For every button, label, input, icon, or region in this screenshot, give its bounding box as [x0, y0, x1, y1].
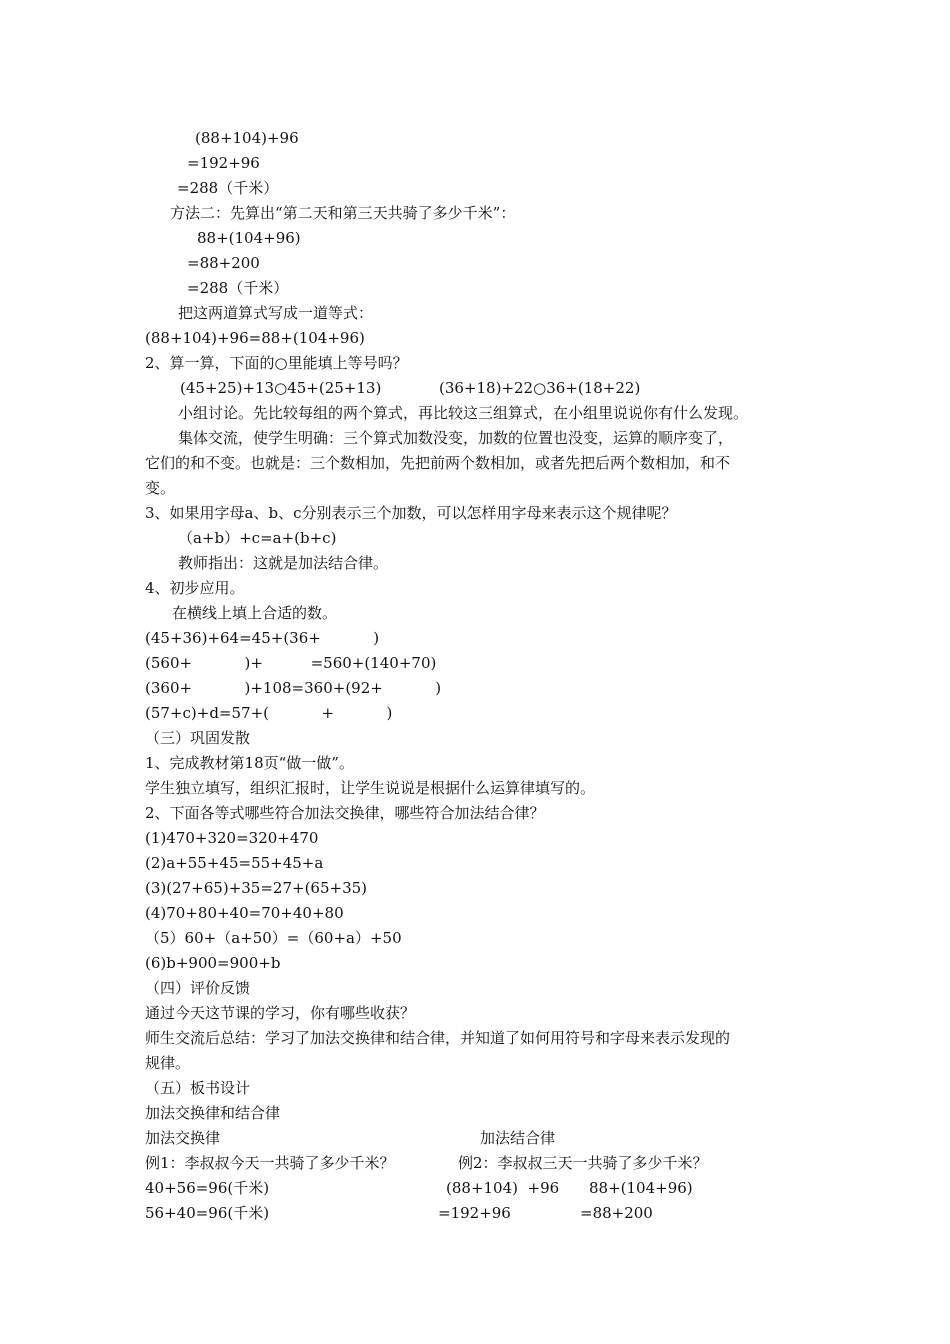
collective-line-2: 它们的和不变。也就是：三个数相加，先把前两个数相加，或者先把后两个数相加，和不 [145, 454, 731, 472]
board-right-calc-b-2: =88+200 [580, 1204, 653, 1222]
section-4-title: （四）评价反馈 [145, 979, 251, 997]
combined-equation: (88+104)+96=88+(104+96) [145, 329, 365, 347]
fill-blank-1: (45+36)+64=45+(36+ ) [145, 629, 380, 647]
board-left-equation-1: 40+56=96(千米) [145, 1179, 270, 1197]
s4-summary-line-1: 师生交流后总结：学习了加法交换律和结合律，并知道了如何用符号和字母来表示发现的 [145, 1029, 731, 1047]
method2-line-3: =288（千米） [187, 279, 289, 297]
equation-5: （5）60+（a+50）=（60+a）+50 [145, 929, 402, 947]
fill-blank-2: (560+ )+ =560+(140+70) [145, 654, 437, 672]
q2-expression-b: (36+18)+22○36+(18+22) [439, 379, 641, 397]
equation-2: (2)a+55+45=55+45+a [145, 854, 324, 872]
board-right-example: 例2：李叔叔三天一共骑了多少千米？ [458, 1154, 708, 1172]
board-title: 加法交换律和结合律 [145, 1104, 281, 1122]
equation-3: (3)(27+65)+35=27+(65+35) [145, 879, 368, 897]
method1-line-2: =192+96 [187, 154, 260, 172]
equation-6: (6)b+900=900+b [145, 954, 281, 972]
s4-question: 通过今天这节课的学习，你有哪些收获？ [145, 1004, 416, 1022]
s4-summary-line-2: 规律。 [145, 1054, 191, 1072]
method1-line-1: (88+104)+96 [195, 129, 299, 147]
board-left-heading: 加法交换律 [145, 1129, 221, 1147]
board-left-equation-2: 56+40=96(千米) [145, 1204, 270, 1222]
group-discussion: 小组讨论。先比较每组的两个算式，再比较这三组算式，在小组里说说你有什么发现。 [178, 404, 749, 422]
board-left-example: 例1：李叔叔今天一共骑了多少千米？ [145, 1154, 395, 1172]
q3-formula: （a+b）+c=a+(b+c) [178, 529, 337, 547]
equation-1: (1)470+320=320+470 [145, 829, 319, 847]
fill-blank-4: (57+c)+d=57+( + ) [145, 704, 393, 722]
method2-intro: 方法二：先算出“第二天和第三天共骑了多少千米”： [170, 204, 516, 222]
q4-instruction: 在横线上填上合适的数。 [172, 604, 338, 622]
board-right-heading: 加法结合律 [480, 1129, 556, 1147]
combine-instruction: 把这两道算式写成一道等式： [178, 304, 374, 322]
collective-line-1: 集体交流，使学生明确：三个算式加数没变，加数的位置也没变，运算的顺序变了， [178, 429, 734, 447]
method2-line-1: 88+(104+96) [197, 229, 301, 247]
q2-expression-a: (45+25)+13○45+(25+13) [180, 379, 382, 397]
collective-line-3: 变。 [145, 479, 176, 497]
teacher-note: 教师指出：这就是加法结合律。 [178, 554, 389, 572]
fill-blank-3: (360+ )+108=360+(92+ ) [145, 679, 442, 697]
equation-4: (4)70+80+40=70+40+80 [145, 904, 344, 922]
board-right-calc-b-1: 88+(104+96) [589, 1179, 693, 1197]
q2-title: 2、算一算，下面的○里能填上等号吗？ [145, 354, 408, 372]
section-3-title: （三）巩固发散 [145, 729, 251, 747]
board-right-calc-a-2: =192+96 [438, 1204, 511, 1222]
section-5-title: （五）板书设计 [145, 1079, 251, 1097]
s3-item-2: 2、下面各等式哪些符合加法交换律，哪些符合加法结合律？ [145, 804, 545, 822]
board-right-calc-a-1: (88+104) +96 [446, 1179, 560, 1197]
s3-item-1-note: 学生独立填写，组织汇报时，让学生说说是根据什么运算律填写的。 [145, 779, 596, 797]
method1-line-3: =288（千米） [177, 179, 279, 197]
s3-item-1: 1、完成教材第18页“做一做”。 [145, 754, 354, 772]
method2-line-2: =88+200 [187, 254, 260, 272]
q4-title: 4、初步应用。 [145, 579, 245, 597]
q3-title: 3、如果用字母a、b、c分别表示三个加数，可以怎样用字母来表示这个规律呢？ [145, 504, 677, 522]
